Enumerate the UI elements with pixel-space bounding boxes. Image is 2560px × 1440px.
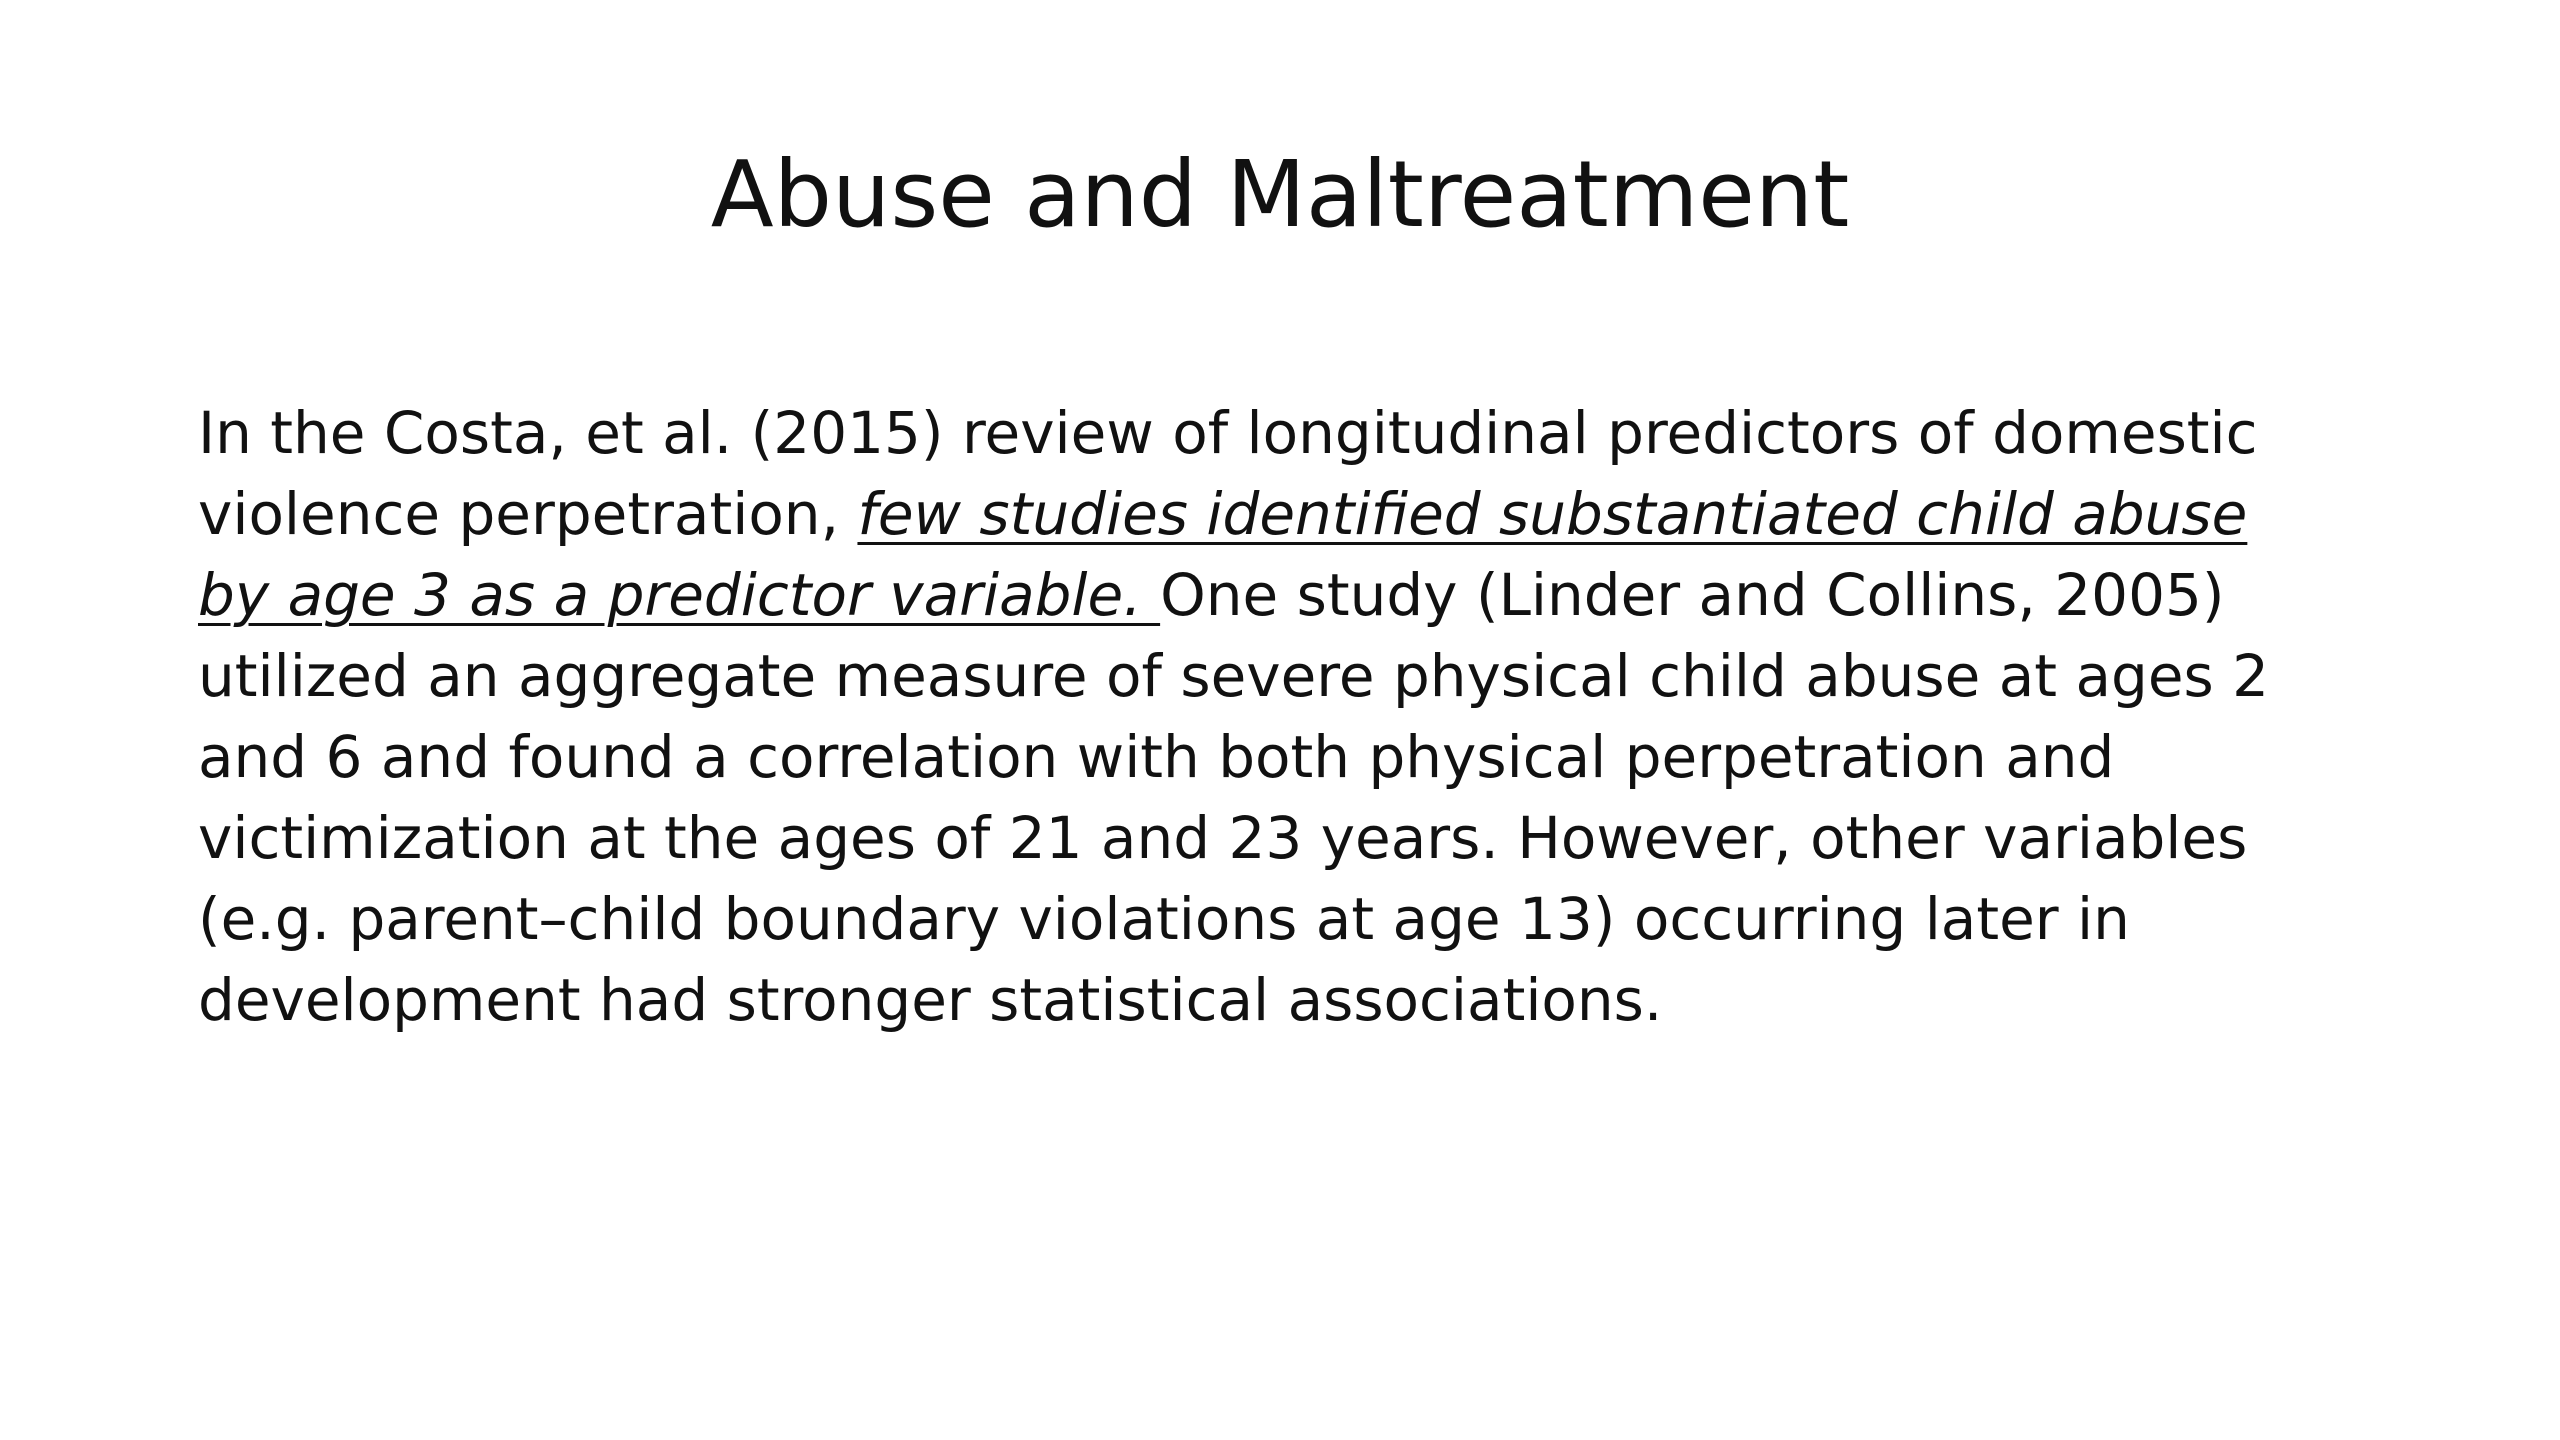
body-text: victimization at the ages of 21 and 23 years. However, other variables <box>198 804 2248 872</box>
body-text: (e.g. parent–child boundary violations at age 13) occurring later in <box>198 885 2130 953</box>
body-text: utilized an aggregate measure of severe physical child abuse at ages 2 <box>198 642 2270 710</box>
body-line <box>198 636 2398 717</box>
emphasized-text: by age 3 as a predictor variable. <box>198 561 1161 629</box>
body-text: development had stronger statistical associations. <box>198 966 1663 1034</box>
body-line <box>198 393 2398 474</box>
slide-title: Abuse and Maltreatment <box>710 141 1850 248</box>
body-line <box>198 474 2398 555</box>
emphasized-text: few studies identified substantiated child abuse <box>857 480 2248 548</box>
body-line <box>198 798 2398 879</box>
body-text: One study (Linder and Collins, 2005) <box>1160 561 2225 629</box>
body-line <box>198 555 2398 636</box>
slide-body <box>198 393 2398 1041</box>
body-text: In the Costa, et al. (2015) review of longitudinal predictors of domestic <box>198 399 2258 467</box>
body-line <box>198 960 2398 1041</box>
body-line <box>198 717 2398 798</box>
body-text: violence perpetration, <box>198 480 858 548</box>
body-line <box>198 879 2398 960</box>
body-text: and 6 and found a correlation with both physical perpetration and <box>198 723 2115 791</box>
